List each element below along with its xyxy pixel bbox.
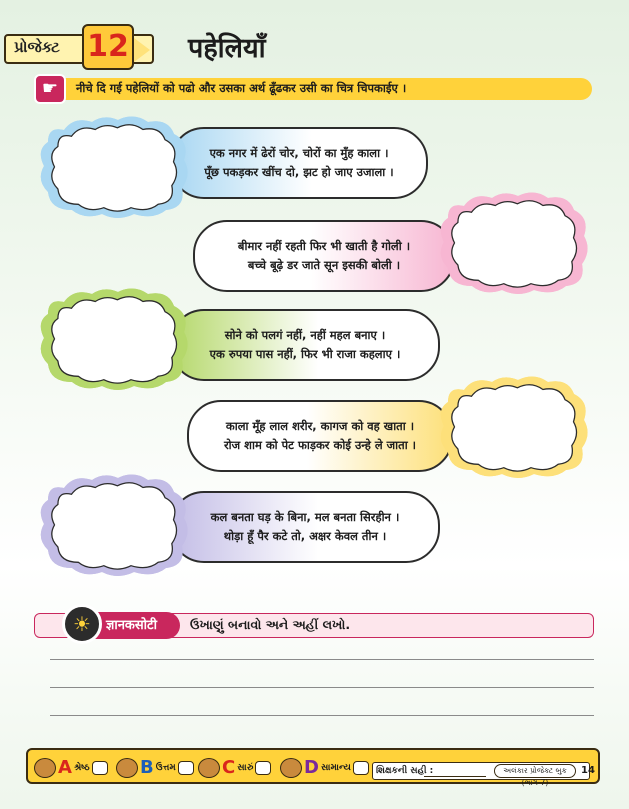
riddle-line: सोने को पलगं नहीं, नहीं महल बनाए ।	[224, 328, 386, 342]
grade-letter: A	[58, 757, 72, 778]
grade-checkbox[interactable]	[353, 761, 369, 775]
riddle-line: बच्चे बूढ़े डर जाते सून इसकी बोली ।	[247, 258, 401, 272]
riddle-line: पूँछ पकड़कर खींच दो, झट हो जाए उजाला ।	[204, 165, 394, 179]
project-label: પ્રોજેક્ટ	[14, 38, 60, 56]
grade-letter: C	[222, 757, 236, 778]
grade-label: સારું	[237, 762, 254, 773]
riddle-card	[193, 220, 455, 292]
grade-letter: B	[140, 757, 154, 778]
picture-cloud-5[interactable]	[34, 470, 192, 580]
riddle-card	[170, 491, 440, 563]
writing-line[interactable]	[50, 715, 594, 716]
project-number: 12	[82, 24, 134, 70]
riddle-line: काला मूँह लाल शरीर, कागज को वह खाता ।	[225, 419, 415, 433]
gyankasoti-tag: ज्ञानकसोटी	[84, 612, 180, 639]
pointing-hand-icon: ☛	[34, 74, 66, 104]
signature-line[interactable]	[424, 776, 486, 777]
grade-label: ઉત્તમ	[155, 762, 176, 773]
picture-cloud-4[interactable]	[434, 372, 592, 482]
grade-label: સામાન્ય	[320, 762, 351, 773]
banner-ribbon-tail	[134, 38, 150, 62]
monkey-icon	[116, 758, 138, 778]
riddle-line: एक नगर में ढेरों चोर, चोरों का मुँह काला ।	[209, 146, 389, 160]
signature-label: શિક્ષકની સહી :	[376, 766, 434, 776]
grade-checkbox[interactable]	[255, 761, 271, 775]
grade-label: શ્રેષ્ઠ	[73, 762, 90, 773]
grade-a	[34, 757, 108, 778]
grade-checkbox[interactable]	[178, 761, 194, 775]
picture-cloud-2[interactable]	[434, 188, 592, 298]
riddle-card	[170, 127, 428, 199]
riddle-line: एक रुपया पास नहीं, फिर भी राजा कहलाए ।	[209, 347, 401, 361]
riddle-card	[170, 309, 440, 381]
grade-checkbox[interactable]	[92, 761, 108, 775]
monkey-icon	[280, 758, 302, 778]
page-title: पहेलियाँ	[188, 33, 266, 64]
riddle-card	[187, 400, 453, 472]
instruction-text: नीचे दि गई पहेलियों को पढो और उसका अर्थ ढूँढकर उसी का चित्र चिपकाईए ।	[76, 81, 407, 95]
riddle-line: कल बनता घड़ के बिना, मल बनता सिरहीन ।	[210, 510, 400, 524]
lightbulb-head-icon: ☀	[62, 604, 102, 644]
grade-c	[198, 757, 271, 778]
writing-line[interactable]	[50, 659, 594, 660]
book-label: અલંકાર પ્રોજેક્ટ બુક (ભાગ-7)	[494, 764, 576, 778]
grade-d	[280, 757, 369, 778]
riddle-line: रोज शाम को पेट फाड़कर कोई उन्हे ले जाता ।	[223, 438, 417, 452]
riddle-line: बीमार नहीं रहती फिर भी खाती है गोली ।	[237, 239, 411, 253]
grade-b	[116, 757, 194, 778]
picture-cloud-1[interactable]	[34, 112, 192, 222]
grade-letter: D	[304, 757, 319, 778]
gyankasoti-text: ઉખાણું બનાવો અને અહીં લખો.	[190, 617, 351, 632]
monkey-icon	[198, 758, 220, 778]
page-number: 14	[581, 765, 595, 776]
writing-line[interactable]	[50, 687, 594, 688]
monkey-icon	[34, 758, 56, 778]
riddle-line: थोड़ा हूँ पैर कटे तो, अक्षर केवल तीन ।	[223, 529, 387, 543]
picture-cloud-3[interactable]	[34, 284, 192, 394]
